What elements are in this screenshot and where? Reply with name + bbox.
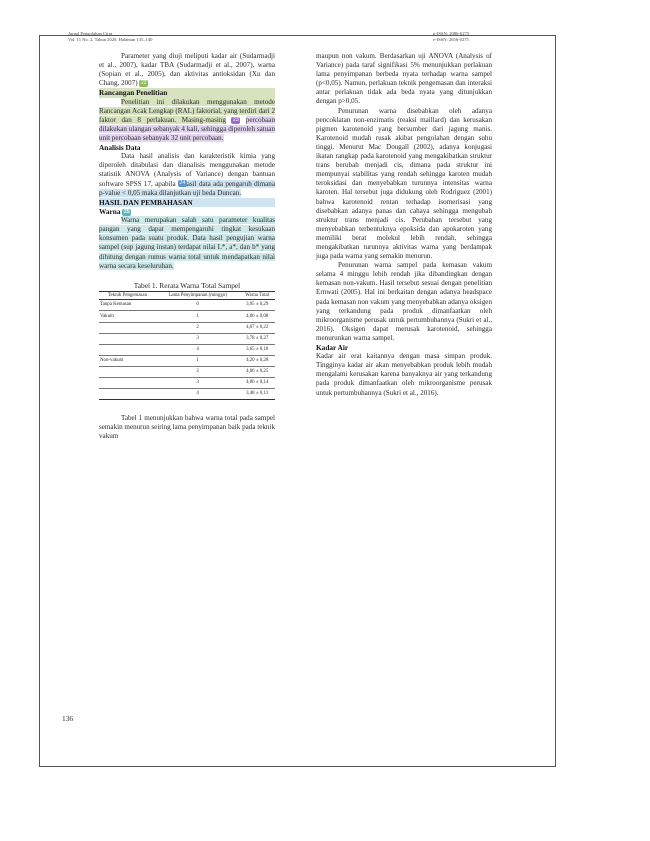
table-row: 2 4,67 ± 0,22	[99, 322, 275, 333]
comment-marker-25[interactable]: 25	[123, 208, 130, 215]
right-column	[316, 52, 492, 398]
running-header-right	[433, 31, 469, 43]
header-lama: Lama Penyimpanan (minggu)	[156, 291, 239, 300]
table-row: 4 3,48 ± 0,13	[99, 389, 275, 400]
paragraph-rancangan: Penelitian ini dilakukan menggunakan metode Rancangan Acak Lengkap (RAL) faktorial, yang terdiri dari 2 faktor dan 8 perlakuan. Masing-masing 23 percobaan dilakukan ulangan sebanyak 4 kali, sehingga diperoleh satuan unit percobaan sebanyak 32 unit percobaan.	[99, 97, 275, 142]
paragraph-warna: Warna merupakan salah satu parameter kualitas pangan yang dapat mempengaruhi tingkat kesukaan konsumen pada suatu produk. Data hasil pengujian warna sampel (sup jagung instan) terdapat nilai L*, a*, dan b* yang dihitung dengan rumus warna total untuk mendapatkan nilai warna secara keseluruhan.	[99, 216, 275, 270]
table-row: Tanpa Kemasan 0 3,95 ± 0,29	[100, 302, 269, 308]
eissn: e-ISSN: 2656-0275	[433, 37, 469, 42]
section-heading-hasil: HASIL DAN PEMBAHASAN	[99, 198, 275, 207]
section-heading-warna: Warna 25	[99, 206, 130, 216]
left-column	[99, 52, 275, 442]
table-row: 2 4,06 ± 0,25	[99, 366, 275, 377]
journal-name: Jurnal Pengolahan Citra	[68, 31, 113, 36]
paragraph-kemasan: Penurunan warna sampel pada kemasan vakum selama 4 minggu lebih rendah jika dibandingkan dengan kemasan non-vakum. Hasil tersebut sesuai dengan penelitian Ernwati (2005). Hal ini berkaitan dengan adanya headspace pada kemasan non vakum yang menyebabkan adanya oksigen yang terkandung pada produk dimanfaatkan oleh mikroorganisme perusak untuk pertumbuhannya (Sukri et al., 2016). Oksigen dapat merusak karotenoid, sehingga menurunkan warna sampel.	[316, 261, 492, 342]
table-row: 3 4,06 ± 0,14	[99, 378, 275, 389]
paragraph-penurunan: Penurunan warna disebabkan oleh adanya pencoklatan non-enzimatis (reaksi maillard) dan kerusakan pigmen karotenoid yang bersumber dari jagung manis. Karotenoid mudah rusak akibat pengolahan dengan suhu tinggi. Menurut Mac Dougall (2002), adanya konjugasi ikatan rangkap pada karotenoid yang mengakibatkan struktur trans berubah menjadi cis, dimana pada struktur ini mempunyai stabilitas yang rendah sehingga karoten mudah teroksidasi dan menyebabkan turunnya intensitas warna karoten. Hal tersebut juga didukung oleh Rodriguez (2001) bahwa karotenoid rentan terhadap isomerisasi yang disebabkan adanya panas dan cahaya sehingga mengubah struktur trans menjadi cis. Perubahan tersebut yang menyebabkan terbentuknya epoksida dan apokaroten yang memiliki berat molekul lebih rendah, sehingga mengakibatkan turunnya aktivitas warna yang berdampak juga pada warna yang semakin menurun.	[316, 106, 492, 261]
section-heading-rancangan: Rancangan Penelitian	[99, 88, 275, 97]
comment-marker-24[interactable]: 24	[179, 180, 186, 187]
table-row: 3 3,78 ± 0,27	[99, 333, 275, 344]
paragraph-table-discussion: Tabel 1 menunjukkan bahwa warna total pada sampel semakin menurun seiring lama penyimpanan baik pada teknik vakum	[99, 414, 275, 441]
table-title: Tabel 1. Rerata Warna Total Sampel	[133, 280, 241, 290]
paragraph-parameters: Parameter yang diuji meliputi kadar air (Sudarmadji et al., 2007), kadar TBA (Sudarmadji et al., 2007), warna (Sopian et al., 2005), dan aktivitas antioksidan (Xu dan Chang, 2007) 22	[99, 52, 275, 88]
section-heading-analisis: Analisis Data	[99, 143, 141, 153]
header-teknik: Teknik Pengemasan	[99, 291, 156, 300]
page-number: 136	[62, 714, 74, 723]
pissn: p-ISSN: 2086-6275	[433, 31, 470, 36]
paragraph-analisis: Data hasil analisis dan karakteristik kimia yang diperoleh ditabulasi dan dianalisis menggunakan metode statistik ANOVA (Analysis of Variance) dengan bantuan software SPSS 17, apabila 24 asil data ada pengaruh dimana p-value < 0,05 maka dilanjutkan uji beda Duncan.	[99, 152, 275, 197]
table-row: 4 3,65 ± 0,18	[99, 344, 275, 355]
journal-volume: Vol. 11 No. 2, Tahun 2020, Halaman 135–140	[68, 37, 153, 42]
table-row: Vakum 1 4,06 ± 0,08	[99, 311, 275, 322]
paragraph-anova: maupun non vakum. Berdasarkan uji ANOVA (Analysis of Variance) pada taraf signifikasi 5% menunjukkan perlakuan lama penyimpanan berbeda nyata terhadap warna sampel (p<0,05). Namun, perlakuan teknik pengemasan dan interaksi antar perlakuan tidak ada beda nyata yang ditunjukkan dengan p>0,05.	[316, 52, 492, 106]
table-row: Non-vakum 1 4,20 ± 0,28	[99, 355, 275, 366]
comment-marker-22[interactable]: 22	[140, 80, 147, 87]
comment-marker-23[interactable]: 23	[232, 116, 239, 123]
header-warna: Warna Total	[239, 291, 275, 300]
color-table	[99, 291, 275, 400]
section-heading-kadar-air: Kadar Air	[316, 343, 349, 352]
paragraph-kadar-air: Kadar air erat kaitannya dengan masa simpan produk. Tingginya kadar air akan menyebabkan produk lebih mudah mengalami kerusakan karena banyaknya air yang terkandung pada produk dimanfaatkan oleh mikroorganisme perusak untuk pertumbuhannya (Sukri et al., 2016).	[316, 352, 492, 397]
running-header-left	[68, 31, 152, 43]
table-header-row	[99, 291, 275, 300]
